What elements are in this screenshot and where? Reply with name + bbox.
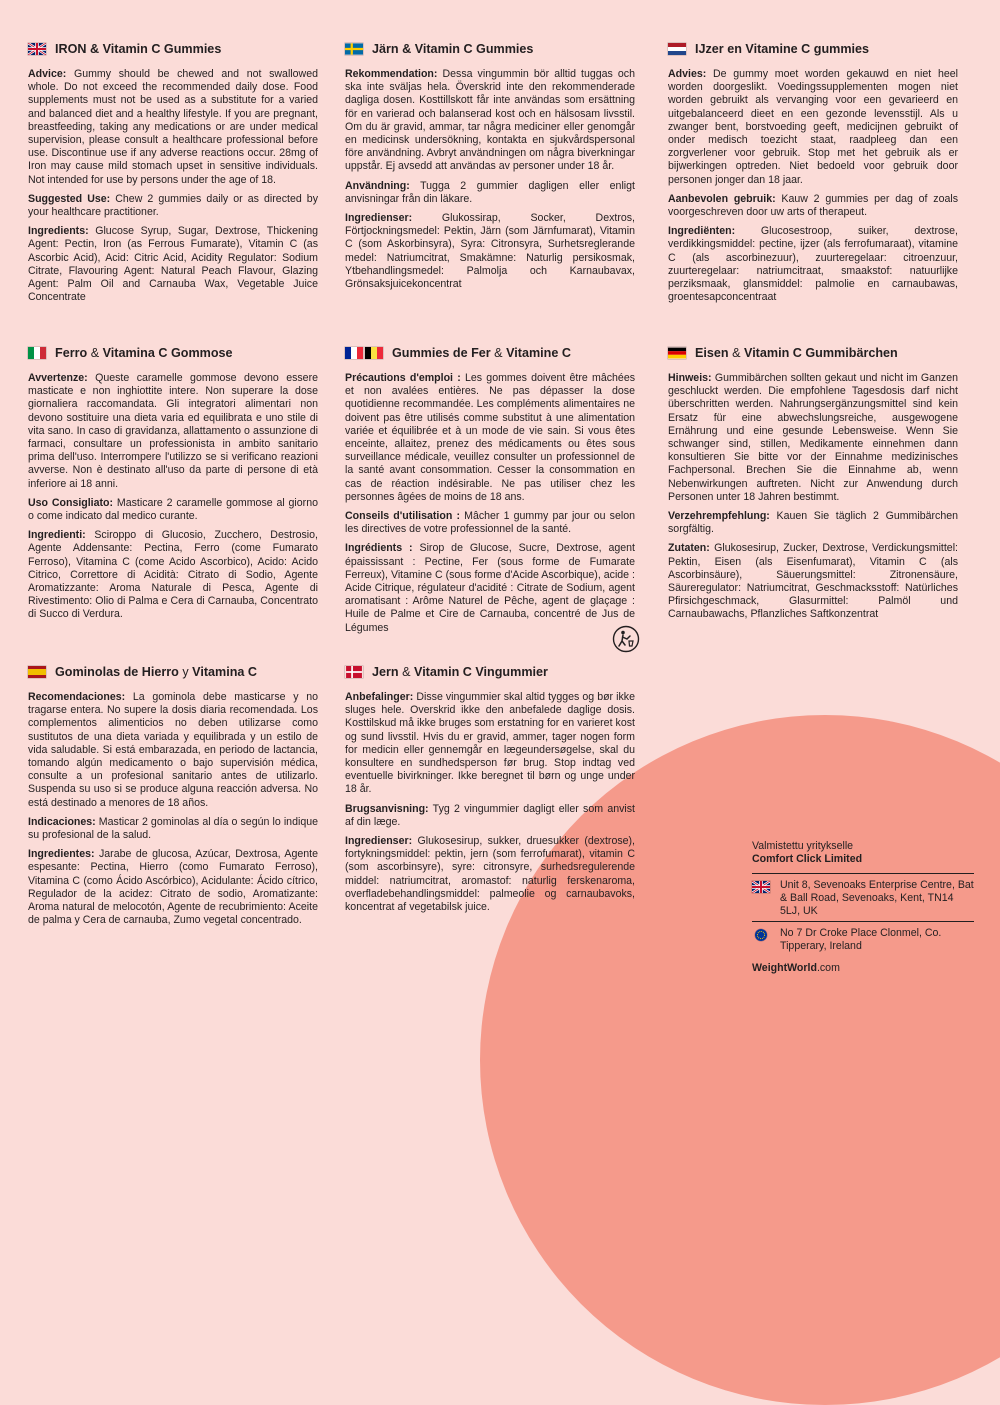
sweden-flag-icon bbox=[345, 43, 363, 55]
section-heading bbox=[345, 665, 635, 679]
section-title: Järn & Vitamin C Gummies bbox=[372, 42, 534, 56]
ingredients-paragraph: Ingredienti: Sciroppo di Glucosio, Zucchero, Destrosio, Agente Addensante: Pectina, Ferro (come Fumarato Ferroso), Vitamina C (come Acido Ascorbico), Acido: Acido Citrico, Correttore di Acidità: Citrato di Sodio, Agente Aromatizzante: Aroma Naturale di Pesca, Agente di Rivestimento: Olio di Palma e Cera di Carnauba, Concentrato di Succo di Verdura. bbox=[28, 529, 318, 621]
section-swedish bbox=[345, 42, 635, 297]
section-title: Ferro & Vitamina C Gommose bbox=[55, 346, 233, 360]
usage-paragraph: Brugsanvisning: Tyg 2 vingummier dagligt eller som anvist af din læge. bbox=[345, 802, 635, 828]
usage-paragraph: Conseils d'utilisation : Mâcher 1 gummy par jour ou selon les directives de votre professionnel de la santé. bbox=[345, 510, 635, 536]
section-heading bbox=[668, 42, 958, 56]
advice-paragraph: Advies: De gummy moet worden gekauwd en niet heel worden doorgeslikt. Voedingssupplementen mogen niet worden gebruikt als vervanging voor een gevarieerd en uitgebalanceerd dieet en een gezonde levensstijl. Als u zwanger bent, borstvoeding geeft, medicijnen gebruikt of onder medisch toezicht staat, raadpleeg dan een zorgverlener voor gebruik. Stop met het gebruik als er bijwerkingen optreden. Niet bedoeld voor gebruik door personen jonger dan 18 jaar. bbox=[668, 68, 958, 186]
section-heading bbox=[28, 665, 318, 679]
usage-paragraph: Verzehrempfehlung: Kauen Sie täglich 2 Gummibärchen sorgfältig. bbox=[668, 510, 958, 536]
tidyman-recycle-icon bbox=[612, 625, 640, 653]
section-italian bbox=[28, 346, 318, 628]
advice-paragraph: Hinweis: Gummibärchen sollten gekaut und nicht im Ganzen geschluckt werden. Die empfohlene Tagesdosis darf nicht überschritten werden. Nahrungsergänzungsmittel sind kein Ersatz für eine abwechslungsreiche, ausgewogene Ernährung und eine gesunde Lebensweise. Wenn Sie schwanger sind, stillen, Medikamente einnehmen dann konsultieren Sie bitte vor der Einnahme medizinisches Fachpersonal. Brechen Sie die Einnahme ab, wenn Nebenwirkungen auftreten. Nicht zur Anwendung durch Personen unter 18 Jahren bestimmt. bbox=[668, 372, 958, 503]
made-for-label: Valmistettu yritykselle bbox=[752, 840, 854, 852]
section-german bbox=[668, 346, 958, 628]
denmark-flag-icon bbox=[345, 666, 363, 678]
section-heading bbox=[345, 346, 635, 360]
section-title: Gummies de Fer & Vitamine C bbox=[392, 346, 571, 360]
section-heading bbox=[28, 346, 318, 360]
section-heading bbox=[668, 346, 958, 360]
advice-paragraph: Anbefalinger: Disse vingummier skal altid tygges og bør ikke sluges hele. Overskrid ikke den anbefalede daglige dosis. Kosttilskud må ikke bruges som erstatning for en varieret kost og sund livsstil. Hvis du er gravid, ammer, tager nogen form for medicin eller gennemgår en lægeundersøgelse, skal du konsultere en sundhedsperson før brug. Stop indtag ved eventuelle bivirkninger. Ikke beregnet til børn og unge under 18 år. bbox=[345, 691, 635, 796]
ingredients-paragraph: Ingredienser: Glukossirap, Socker, Dextros, Förtjockningsmedel: Pektin, Järn (som Järnfumarat), Vitamin C (som Askorbinsyra), Syra: Citronsyra, Surhetsreglerande medel: Natriumcitrat, Smakämne: Naturlig persikosmak, Ytbehandlingsmedel: Palmolja och Karnaubavax, Grönsaksjuicekoncentrat bbox=[345, 212, 635, 291]
section-title: IRON & Vitamin C Gummies bbox=[55, 42, 222, 56]
company-name: Comfort Click Limited bbox=[752, 853, 863, 865]
section-title: Gominolas de Hierro y Vitamina C bbox=[55, 665, 258, 679]
uk-address: Unit 8, Sevenoaks Enterprise Centre, Bat & Ball Road, Sevenoaks, Kent, TN14 5LJ, UK bbox=[780, 879, 974, 917]
section-spanish bbox=[28, 665, 318, 933]
advice-paragraph: Précautions d'emploi : Les gommes doivent être mâchées et non avalées entières. Ne pas dépasser la dose quotidienne recommandée. Les compléments alimentaires ne doivent pas être utilisés comme substitut à une alimentation variée et équilibrée et à un mode de vie sain. Si vous êtes enceinte, allaitez, prenez des médicaments ou êtes sous surveillance médicale, veuillez consulter un professionnel de la santé avant consommation. Cesser la consommation en cas de réaction indésirable. Ne pas utiliser chez les personnes âgées de moins de 18 ans. bbox=[345, 372, 636, 503]
ingredients-paragraph: Zutaten: Glukosesirup, Zucker, Dextrose, Verdickungsmittel: Pektin, Eisen (als Eisenfumarat), Vitamin C (als Ascorbinsäure), Säuerungsmittel: Zitronensäure, Säureregulator: Natriumcitrat, Geschmacksstoff: Natürliches Pfirsichgeschmack, Glasurmittel: Palmöl und Carnaubawachs, Pflanzliches Saftkonzentrat bbox=[668, 542, 958, 621]
france-belgium-flag-icon bbox=[345, 347, 383, 359]
section-title: Jern & Vitamin C Vingummier bbox=[372, 665, 548, 679]
made-for-block bbox=[752, 840, 974, 866]
brand-logo: WeightWorld.com bbox=[752, 962, 840, 974]
ingredients-paragraph: Ingrédients : Sirop de Glucose, Sucre, Dextrose, agent épaississant : Pectine, Fer (sous forme de Fumarate Ferreux), Vitamine C (sous forme d'Acide Ascorbique), acide : Acide Citrique, régulateur d'acidité : Citrate de Sodium, agent aromatisant : Arôme Naturel de Pêche, agent de glaçage : Huile de Palme et Cire de Carnauba, concentré de Jus de Légumes bbox=[345, 542, 635, 634]
section-dutch bbox=[668, 42, 958, 310]
section-danish bbox=[345, 665, 635, 920]
usage-paragraph: Indicaciones: Masticar 2 gominolas al día o según lo indique su profesional de la salud. bbox=[28, 815, 318, 842]
eu-address: No 7 Dr Croke Place Clonmel, Co. Tipperary, Ireland bbox=[780, 927, 942, 952]
germany-flag-icon bbox=[668, 347, 686, 359]
ingredients-paragraph: Ingredientes: Jarabe de glucosa, Azúcar, Dextrosa, Agente espesante: Pectina, Hierro (como Fumarato Ferroso), Vitamina C (como Ácido Ascórbico), Acidulante: Ácido cítrico, Regulador de la acidez: Citrato de sodio, Aromatizante: Aroma natural de melocotón, Agente de recubrimiento: Aceite de palma y Cera de carnauba, Zumo vegetal concentrado. bbox=[28, 848, 318, 927]
ingredients-paragraph: Ingredients: Glucose Syrup, Sugar, Dextrose, Thickening Agent: Pectin, Iron (as Ferrous Fumarate), Vitamin C (as Ascorbic Acid), Acid: Citric Acid, Acidity Regulator: Sodium Citrate, Flavouring Agent: Natural Peach Flavour, Glazing Agent: Palm Oil and Carnauba Wax, Vegetable Juice Concentrate bbox=[28, 225, 318, 304]
usage-paragraph: Suggested Use: Chew 2 gummies daily or as directed by your healthcare practitioner. bbox=[28, 192, 318, 219]
advice-paragraph: Avvertenze: Queste caramelle gommose devono essere masticate e non inghiottite intere. Non superare la dose giornaliera raccomandata. Gli integratori alimentari non devono sostituire una dieta varia ed equilibrata e uno stile di vita sano. In caso di gravidanza, allattamento o assunzione di farmaci, consultare un professionista in ambito sanitario prima dell'uso. Interrompere l'utilizzo se si verificano reazioni avverse. Non è destinato all'uso da parte di persone di età inferiore ai 18 anni. bbox=[28, 372, 318, 490]
usage-paragraph: Uso Consigliato: Masticare 2 caramelle gommose al giorno o come indicato dal medico curante. bbox=[28, 496, 318, 523]
eu-flag-icon bbox=[755, 929, 767, 941]
uk-address-row bbox=[752, 873, 974, 921]
ingredients-paragraph: Ingrediënten: Glucosestroop, suiker, dextrose, verdikkingsmiddel: pectine, ijzer (als ferrofumaraat), vitamine C (als ascorbinezuur), zuurteregelaar: citroenzuur, zuurteregelaar: natriumcitraat, smaakstof: natuurlijke perziksmaak, glansmiddel: palmolie en carnaubawas, groentesapconcentraat bbox=[668, 225, 958, 304]
section-heading bbox=[28, 42, 318, 56]
advice-paragraph: Advice: Gummy should be chewed and not swallowed whole. Do not exceed the recommended daily dose. Food supplements must not be used as a substitute for a varied and balanced diet and a healthy lifestyle. If you are pregnant, breastfeeding, taking any medications or are under medical supervision, please consult a healthcare professional before use. Discontinue use if any adverse reactions occur. 28mg of Iron may cause mild stomach upset in sensitive individuals. Not intended for use by persons under the age of 18. bbox=[28, 68, 318, 186]
italy-flag-icon bbox=[28, 347, 46, 359]
section-title: Eisen & Vitamin C Gummibärchen bbox=[695, 346, 898, 360]
section-english bbox=[28, 42, 318, 310]
company-info bbox=[752, 840, 974, 975]
section-heading bbox=[345, 42, 635, 56]
usage-paragraph: Användning: Tugga 2 gummier dagligen eller enligt anvisningar från din läkare. bbox=[345, 179, 635, 205]
netherlands-flag-icon bbox=[668, 43, 686, 55]
spain-flag-icon bbox=[28, 666, 46, 678]
advice-paragraph: Rekommendation: Dessa vingummin bör alltid tuggas och ska inte sväljas hela. Överskrid inte den rekommenderade dagliga dosen. Kosttillskott får inte användas som ersättning för en varierad och balanserad kost och en hälsosam livsstil. Om du är gravid, ammar, tar några mediciner eller genomgår en medicinsk undersökning, kontakta en sjukvårdspersonal före användning. Avbryt användningen om några biverkningar uppstår. Ej avsedd att användas av personer under 18 år. bbox=[345, 68, 635, 173]
section-title: IJzer en Vitamine C gummies bbox=[695, 42, 870, 56]
eu-address-row bbox=[752, 921, 974, 956]
ingredients-paragraph: Ingredienser: Glukosesirup, sukker, druesukker (dextrose), fortykningsmiddel: pektin, jern (som ferrofumarat), vitamin C (som ascorbinsyre), syre: citronsyre, surhedsregulerende middel: natriumcitrat, aromastof: naturlig ferskenaroma, overfladebehandlingsmiddel: palmeolie og carnaubavoks, koncentrat af vegetabilsk juice. bbox=[345, 835, 635, 914]
usage-paragraph: Aanbevolen gebruik: Kauw 2 gummies per dag of zoals voorgeschreven door uw arts of therapeut. bbox=[668, 192, 958, 219]
advice-paragraph: Recomendaciones: La gominola debe masticarse y no tragarse entera. No supere la dosis diaria recomendada. Los complementos alimenticios no deben utilizarse como sustitutos de una dieta variada y equilibrada y un estilo de vida saludable. Si está embarazada, en periodo de lactancia, tomando algún medicamento o bajo supervisión médica, consulte a un profesional sanitario antes de utilizarlo. Suspenda su uso si se produce alguna reacción adversa. No está destinado a menores de 18 años. bbox=[28, 691, 318, 809]
uk-flag-icon bbox=[28, 43, 46, 55]
section-french bbox=[345, 346, 635, 641]
uk-flag-icon bbox=[752, 881, 770, 893]
